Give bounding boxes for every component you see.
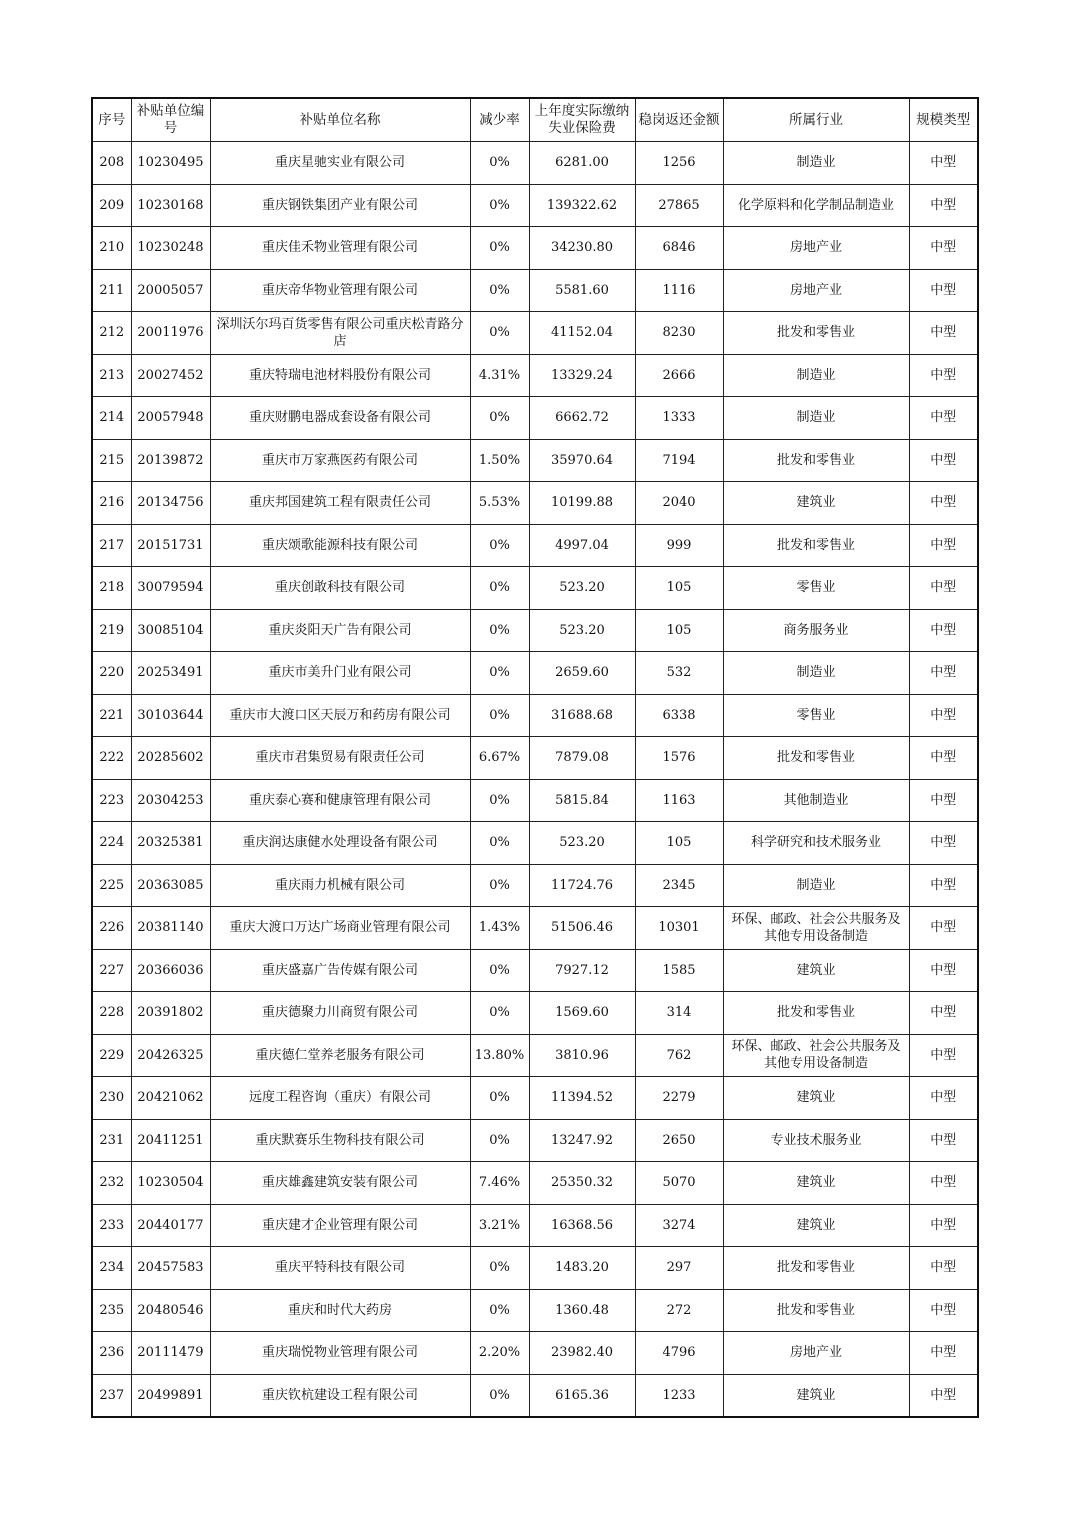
cell-premium-paid: 13247.92 bbox=[529, 1119, 635, 1162]
cell-industry: 零售业 bbox=[723, 567, 909, 610]
cell-unit-code: 20111479 bbox=[131, 1332, 210, 1375]
cell-industry: 建筑业 bbox=[723, 1204, 909, 1247]
cell-premium-paid: 23982.40 bbox=[529, 1332, 635, 1375]
cell-premium-paid: 2659.60 bbox=[529, 652, 635, 695]
cell-premium-paid: 41152.04 bbox=[529, 312, 635, 355]
cell-index: 215 bbox=[92, 439, 131, 482]
cell-unit-name: 重庆颂歌能源科技有限公司 bbox=[210, 524, 470, 567]
cell-scale-type: 中型 bbox=[909, 737, 978, 780]
cell-index: 233 bbox=[92, 1204, 131, 1247]
cell-unit-code: 20499891 bbox=[131, 1374, 210, 1417]
cell-premium-paid: 5581.60 bbox=[529, 269, 635, 312]
cell-unit-name: 重庆大渡口万达广场商业管理有限公司 bbox=[210, 907, 470, 950]
cell-refund-amount: 272 bbox=[635, 1289, 723, 1332]
cell-industry: 批发和零售业 bbox=[723, 992, 909, 1035]
cell-refund-amount: 2345 bbox=[635, 864, 723, 907]
cell-reduction-rate: 0% bbox=[470, 1119, 529, 1162]
table-row bbox=[92, 1162, 978, 1205]
cell-reduction-rate: 0% bbox=[470, 184, 529, 227]
cell-premium-paid: 139322.62 bbox=[529, 184, 635, 227]
table-row bbox=[92, 992, 978, 1035]
cell-unit-code: 20027452 bbox=[131, 354, 210, 397]
cell-unit-name: 重庆瑞悦物业管理有限公司 bbox=[210, 1332, 470, 1375]
cell-unit-code: 20421062 bbox=[131, 1077, 210, 1120]
cell-unit-code: 20411251 bbox=[131, 1119, 210, 1162]
cell-industry: 环保、邮政、社会公共服务及其他专用设备制造 bbox=[723, 1034, 909, 1077]
cell-reduction-rate: 0% bbox=[470, 694, 529, 737]
cell-refund-amount: 1585 bbox=[635, 949, 723, 992]
cell-unit-name: 重庆佳禾物业管理有限公司 bbox=[210, 227, 470, 270]
cell-unit-name: 重庆和时代大药房 bbox=[210, 1289, 470, 1332]
cell-unit-name: 重庆钦杭建设工程有限公司 bbox=[210, 1374, 470, 1417]
cell-premium-paid: 6281.00 bbox=[529, 142, 635, 185]
cell-industry: 制造业 bbox=[723, 397, 909, 440]
cell-index: 220 bbox=[92, 652, 131, 695]
cell-refund-amount: 297 bbox=[635, 1247, 723, 1290]
cell-unit-name: 重庆市万家燕医药有限公司 bbox=[210, 439, 470, 482]
table-row bbox=[92, 312, 978, 355]
cell-reduction-rate: 0% bbox=[470, 949, 529, 992]
table-row bbox=[92, 864, 978, 907]
cell-industry: 房地产业 bbox=[723, 1332, 909, 1375]
cell-unit-code: 10230248 bbox=[131, 227, 210, 270]
cell-unit-name: 重庆盛嘉广告传媒有限公司 bbox=[210, 949, 470, 992]
cell-unit-name: 重庆德仁堂养老服务有限公司 bbox=[210, 1034, 470, 1077]
table-row bbox=[92, 567, 978, 610]
cell-unit-code: 20381140 bbox=[131, 907, 210, 950]
cell-premium-paid: 25350.32 bbox=[529, 1162, 635, 1205]
cell-premium-paid: 1483.20 bbox=[529, 1247, 635, 1290]
cell-industry: 批发和零售业 bbox=[723, 524, 909, 567]
cell-index: 219 bbox=[92, 609, 131, 652]
cell-reduction-rate: 0% bbox=[470, 1289, 529, 1332]
cell-refund-amount: 4796 bbox=[635, 1332, 723, 1375]
cell-reduction-rate: 0% bbox=[470, 227, 529, 270]
cell-scale-type: 中型 bbox=[909, 439, 978, 482]
cell-refund-amount: 314 bbox=[635, 992, 723, 1035]
subsidy-table bbox=[91, 97, 979, 1418]
cell-refund-amount: 762 bbox=[635, 1034, 723, 1077]
cell-reduction-rate: 0% bbox=[470, 1247, 529, 1290]
cell-scale-type: 中型 bbox=[909, 907, 978, 950]
cell-premium-paid: 1569.60 bbox=[529, 992, 635, 1035]
cell-unit-name: 重庆平特科技有限公司 bbox=[210, 1247, 470, 1290]
cell-unit-code: 30085104 bbox=[131, 609, 210, 652]
cell-reduction-rate: 0% bbox=[470, 652, 529, 695]
col-header-industry: 所属行业 bbox=[723, 98, 909, 142]
cell-unit-name: 重庆雄鑫建筑安装有限公司 bbox=[210, 1162, 470, 1205]
cell-unit-code: 30103644 bbox=[131, 694, 210, 737]
cell-index: 226 bbox=[92, 907, 131, 950]
cell-unit-code: 20285602 bbox=[131, 737, 210, 780]
col-header-index: 序号 bbox=[92, 98, 131, 142]
cell-industry: 零售业 bbox=[723, 694, 909, 737]
cell-reduction-rate: 1.43% bbox=[470, 907, 529, 950]
cell-industry: 建筑业 bbox=[723, 949, 909, 992]
header-row bbox=[92, 98, 978, 142]
table-row bbox=[92, 907, 978, 950]
cell-industry: 制造业 bbox=[723, 864, 909, 907]
cell-industry: 化学原料和化学制品制造业 bbox=[723, 184, 909, 227]
cell-unit-code: 20366036 bbox=[131, 949, 210, 992]
cell-reduction-rate: 0% bbox=[470, 269, 529, 312]
cell-index: 234 bbox=[92, 1247, 131, 1290]
cell-premium-paid: 11724.76 bbox=[529, 864, 635, 907]
cell-index: 227 bbox=[92, 949, 131, 992]
cell-premium-paid: 6662.72 bbox=[529, 397, 635, 440]
cell-scale-type: 中型 bbox=[909, 864, 978, 907]
table-row bbox=[92, 439, 978, 482]
cell-scale-type: 中型 bbox=[909, 1247, 978, 1290]
cell-unit-code: 20325381 bbox=[131, 822, 210, 865]
cell-index: 231 bbox=[92, 1119, 131, 1162]
table-row bbox=[92, 1119, 978, 1162]
cell-refund-amount: 2666 bbox=[635, 354, 723, 397]
table-row bbox=[92, 949, 978, 992]
cell-industry: 建筑业 bbox=[723, 1374, 909, 1417]
cell-reduction-rate: 0% bbox=[470, 567, 529, 610]
cell-refund-amount: 1333 bbox=[635, 397, 723, 440]
cell-industry: 批发和零售业 bbox=[723, 312, 909, 355]
cell-refund-amount: 3274 bbox=[635, 1204, 723, 1247]
cell-unit-code: 20480546 bbox=[131, 1289, 210, 1332]
cell-scale-type: 中型 bbox=[909, 1119, 978, 1162]
cell-unit-name: 重庆市大渡口区天辰万和药房有限公司 bbox=[210, 694, 470, 737]
cell-unit-code: 20391802 bbox=[131, 992, 210, 1035]
cell-premium-paid: 13329.24 bbox=[529, 354, 635, 397]
cell-refund-amount: 2279 bbox=[635, 1077, 723, 1120]
cell-unit-name: 重庆默赛乐生物科技有限公司 bbox=[210, 1119, 470, 1162]
cell-industry: 批发和零售业 bbox=[723, 1247, 909, 1290]
cell-unit-name: 重庆炎阳天广告有限公司 bbox=[210, 609, 470, 652]
cell-scale-type: 中型 bbox=[909, 1289, 978, 1332]
table-row bbox=[92, 652, 978, 695]
cell-unit-name: 重庆市美升门业有限公司 bbox=[210, 652, 470, 695]
cell-scale-type: 中型 bbox=[909, 1034, 978, 1077]
cell-index: 213 bbox=[92, 354, 131, 397]
table-row bbox=[92, 397, 978, 440]
table-row bbox=[92, 779, 978, 822]
cell-premium-paid: 3810.96 bbox=[529, 1034, 635, 1077]
cell-scale-type: 中型 bbox=[909, 312, 978, 355]
cell-index: 228 bbox=[92, 992, 131, 1035]
cell-premium-paid: 51506.46 bbox=[529, 907, 635, 950]
cell-reduction-rate: 0% bbox=[470, 822, 529, 865]
cell-refund-amount: 105 bbox=[635, 609, 723, 652]
cell-refund-amount: 1116 bbox=[635, 269, 723, 312]
cell-unit-code: 10230504 bbox=[131, 1162, 210, 1205]
cell-industry: 批发和零售业 bbox=[723, 439, 909, 482]
cell-unit-name: 深圳沃尔玛百货零售有限公司重庆松青路分店 bbox=[210, 312, 470, 355]
table-row bbox=[92, 694, 978, 737]
cell-industry: 制造业 bbox=[723, 354, 909, 397]
table-row bbox=[92, 269, 978, 312]
cell-unit-code: 20134756 bbox=[131, 482, 210, 525]
cell-premium-paid: 4997.04 bbox=[529, 524, 635, 567]
cell-unit-code: 20005057 bbox=[131, 269, 210, 312]
cell-scale-type: 中型 bbox=[909, 822, 978, 865]
cell-reduction-rate: 0% bbox=[470, 1077, 529, 1120]
cell-index: 224 bbox=[92, 822, 131, 865]
cell-reduction-rate: 0% bbox=[470, 1374, 529, 1417]
table-row bbox=[92, 609, 978, 652]
table-row bbox=[92, 822, 978, 865]
cell-industry: 环保、邮政、社会公共服务及其他专用设备制造 bbox=[723, 907, 909, 950]
cell-unit-code: 20057948 bbox=[131, 397, 210, 440]
cell-index: 236 bbox=[92, 1332, 131, 1375]
cell-index: 216 bbox=[92, 482, 131, 525]
table-row bbox=[92, 524, 978, 567]
cell-index: 230 bbox=[92, 1077, 131, 1120]
cell-premium-paid: 31688.68 bbox=[529, 694, 635, 737]
cell-reduction-rate: 6.67% bbox=[470, 737, 529, 780]
table-row bbox=[92, 1247, 978, 1290]
cell-premium-paid: 523.20 bbox=[529, 609, 635, 652]
cell-index: 214 bbox=[92, 397, 131, 440]
cell-index: 212 bbox=[92, 312, 131, 355]
cell-index: 237 bbox=[92, 1374, 131, 1417]
cell-refund-amount: 1233 bbox=[635, 1374, 723, 1417]
cell-scale-type: 中型 bbox=[909, 1162, 978, 1205]
cell-refund-amount: 1163 bbox=[635, 779, 723, 822]
cell-reduction-rate: 5.53% bbox=[470, 482, 529, 525]
cell-reduction-rate: 0% bbox=[470, 779, 529, 822]
cell-industry: 专业技术服务业 bbox=[723, 1119, 909, 1162]
cell-unit-name: 重庆市君集贸易有限责任公司 bbox=[210, 737, 470, 780]
cell-unit-code: 10230495 bbox=[131, 142, 210, 185]
cell-scale-type: 中型 bbox=[909, 992, 978, 1035]
cell-unit-name: 重庆创敢科技有限公司 bbox=[210, 567, 470, 610]
table-row bbox=[92, 1374, 978, 1417]
cell-refund-amount: 2040 bbox=[635, 482, 723, 525]
cell-premium-paid: 34230.80 bbox=[529, 227, 635, 270]
table-row bbox=[92, 142, 978, 185]
cell-reduction-rate: 2.20% bbox=[470, 1332, 529, 1375]
cell-unit-name: 重庆建才企业管理有限公司 bbox=[210, 1204, 470, 1247]
cell-unit-code: 20011976 bbox=[131, 312, 210, 355]
cell-index: 208 bbox=[92, 142, 131, 185]
cell-refund-amount: 105 bbox=[635, 822, 723, 865]
cell-unit-name: 重庆邦国建筑工程有限责任公司 bbox=[210, 482, 470, 525]
cell-unit-code: 20151731 bbox=[131, 524, 210, 567]
cell-reduction-rate: 13.80% bbox=[470, 1034, 529, 1077]
table-row bbox=[92, 1034, 978, 1077]
cell-scale-type: 中型 bbox=[909, 227, 978, 270]
cell-industry: 房地产业 bbox=[723, 269, 909, 312]
cell-scale-type: 中型 bbox=[909, 1204, 978, 1247]
cell-reduction-rate: 0% bbox=[470, 609, 529, 652]
cell-unit-name: 远度工程咨询（重庆）有限公司 bbox=[210, 1077, 470, 1120]
col-header-reduction-rate: 减少率 bbox=[470, 98, 529, 142]
cell-premium-paid: 1360.48 bbox=[529, 1289, 635, 1332]
table-row bbox=[92, 1289, 978, 1332]
cell-scale-type: 中型 bbox=[909, 524, 978, 567]
cell-unit-code: 20363085 bbox=[131, 864, 210, 907]
cell-index: 211 bbox=[92, 269, 131, 312]
col-header-refund-amount: 稳岗返还金额 bbox=[635, 98, 723, 142]
cell-premium-paid: 16368.56 bbox=[529, 1204, 635, 1247]
cell-reduction-rate: 0% bbox=[470, 397, 529, 440]
cell-premium-paid: 7879.08 bbox=[529, 737, 635, 780]
cell-unit-name: 重庆财鹏电器成套设备有限公司 bbox=[210, 397, 470, 440]
cell-refund-amount: 999 bbox=[635, 524, 723, 567]
cell-premium-paid: 11394.52 bbox=[529, 1077, 635, 1120]
cell-scale-type: 中型 bbox=[909, 652, 978, 695]
cell-industry: 其他制造业 bbox=[723, 779, 909, 822]
cell-index: 225 bbox=[92, 864, 131, 907]
cell-reduction-rate: 1.50% bbox=[470, 439, 529, 482]
cell-premium-paid: 5815.84 bbox=[529, 779, 635, 822]
cell-scale-type: 中型 bbox=[909, 354, 978, 397]
cell-unit-code: 20253491 bbox=[131, 652, 210, 695]
cell-industry: 商务服务业 bbox=[723, 609, 909, 652]
cell-industry: 建筑业 bbox=[723, 1077, 909, 1120]
cell-index: 218 bbox=[92, 567, 131, 610]
cell-industry: 制造业 bbox=[723, 652, 909, 695]
cell-unit-name: 重庆星驰实业有限公司 bbox=[210, 142, 470, 185]
cell-refund-amount: 1256 bbox=[635, 142, 723, 185]
cell-premium-paid: 7927.12 bbox=[529, 949, 635, 992]
table-row bbox=[92, 354, 978, 397]
cell-scale-type: 中型 bbox=[909, 397, 978, 440]
table-row bbox=[92, 184, 978, 227]
cell-refund-amount: 8230 bbox=[635, 312, 723, 355]
cell-unit-name: 重庆特瑞电池材料股份有限公司 bbox=[210, 354, 470, 397]
cell-unit-name: 重庆德聚力川商贸有限公司 bbox=[210, 992, 470, 1035]
cell-scale-type: 中型 bbox=[909, 949, 978, 992]
cell-reduction-rate: 0% bbox=[470, 142, 529, 185]
table-row bbox=[92, 1332, 978, 1375]
cell-scale-type: 中型 bbox=[909, 1077, 978, 1120]
cell-scale-type: 中型 bbox=[909, 694, 978, 737]
cell-reduction-rate: 0% bbox=[470, 524, 529, 567]
cell-refund-amount: 2650 bbox=[635, 1119, 723, 1162]
cell-industry: 批发和零售业 bbox=[723, 737, 909, 780]
cell-industry: 科学研究和技术服务业 bbox=[723, 822, 909, 865]
cell-industry: 建筑业 bbox=[723, 482, 909, 525]
cell-industry: 批发和零售业 bbox=[723, 1289, 909, 1332]
cell-scale-type: 中型 bbox=[909, 1332, 978, 1375]
col-header-scale-type: 规模类型 bbox=[909, 98, 978, 142]
cell-premium-paid: 10199.88 bbox=[529, 482, 635, 525]
cell-index: 232 bbox=[92, 1162, 131, 1205]
cell-index: 210 bbox=[92, 227, 131, 270]
cell-reduction-rate: 0% bbox=[470, 312, 529, 355]
table-row bbox=[92, 737, 978, 780]
cell-scale-type: 中型 bbox=[909, 269, 978, 312]
table-body bbox=[92, 142, 978, 1418]
cell-refund-amount: 5070 bbox=[635, 1162, 723, 1205]
cell-refund-amount: 7194 bbox=[635, 439, 723, 482]
cell-reduction-rate: 3.21% bbox=[470, 1204, 529, 1247]
cell-unit-name: 重庆钢铁集团产业有限公司 bbox=[210, 184, 470, 227]
cell-unit-name: 重庆帝华物业管理有限公司 bbox=[210, 269, 470, 312]
cell-scale-type: 中型 bbox=[909, 184, 978, 227]
cell-unit-code: 20440177 bbox=[131, 1204, 210, 1247]
cell-unit-code: 20457583 bbox=[131, 1247, 210, 1290]
cell-index: 222 bbox=[92, 737, 131, 780]
cell-premium-paid: 523.20 bbox=[529, 822, 635, 865]
col-header-premium-paid: 上年度实际缴纳失业保险费 bbox=[529, 98, 635, 142]
cell-reduction-rate: 7.46% bbox=[470, 1162, 529, 1205]
cell-industry: 建筑业 bbox=[723, 1162, 909, 1205]
cell-unit-code: 20139872 bbox=[131, 439, 210, 482]
cell-reduction-rate: 0% bbox=[470, 864, 529, 907]
cell-scale-type: 中型 bbox=[909, 609, 978, 652]
table-row bbox=[92, 1204, 978, 1247]
cell-unit-code: 20304253 bbox=[131, 779, 210, 822]
cell-scale-type: 中型 bbox=[909, 567, 978, 610]
col-header-unit-code: 补贴单位编号 bbox=[131, 98, 210, 142]
cell-refund-amount: 6846 bbox=[635, 227, 723, 270]
cell-premium-paid: 35970.64 bbox=[529, 439, 635, 482]
cell-index: 223 bbox=[92, 779, 131, 822]
cell-refund-amount: 27865 bbox=[635, 184, 723, 227]
cell-reduction-rate: 0% bbox=[470, 992, 529, 1035]
cell-unit-name: 重庆雨力机械有限公司 bbox=[210, 864, 470, 907]
cell-refund-amount: 105 bbox=[635, 567, 723, 610]
cell-refund-amount: 532 bbox=[635, 652, 723, 695]
cell-premium-paid: 6165.36 bbox=[529, 1374, 635, 1417]
table-row bbox=[92, 227, 978, 270]
cell-unit-code: 30079594 bbox=[131, 567, 210, 610]
cell-unit-name: 重庆泰心赛和健康管理有限公司 bbox=[210, 779, 470, 822]
cell-unit-name: 重庆润达康健水处理设备有限公司 bbox=[210, 822, 470, 865]
cell-industry: 制造业 bbox=[723, 142, 909, 185]
cell-unit-code: 10230168 bbox=[131, 184, 210, 227]
cell-industry: 房地产业 bbox=[723, 227, 909, 270]
cell-scale-type: 中型 bbox=[909, 779, 978, 822]
cell-index: 209 bbox=[92, 184, 131, 227]
cell-index: 235 bbox=[92, 1289, 131, 1332]
cell-premium-paid: 523.20 bbox=[529, 567, 635, 610]
cell-index: 229 bbox=[92, 1034, 131, 1077]
cell-refund-amount: 6338 bbox=[635, 694, 723, 737]
table-row bbox=[92, 482, 978, 525]
cell-index: 221 bbox=[92, 694, 131, 737]
cell-reduction-rate: 4.31% bbox=[470, 354, 529, 397]
cell-scale-type: 中型 bbox=[909, 482, 978, 525]
cell-scale-type: 中型 bbox=[909, 1374, 978, 1417]
cell-unit-code: 20426325 bbox=[131, 1034, 210, 1077]
cell-scale-type: 中型 bbox=[909, 142, 978, 185]
cell-index: 217 bbox=[92, 524, 131, 567]
cell-refund-amount: 10301 bbox=[635, 907, 723, 950]
table-row bbox=[92, 1077, 978, 1120]
cell-refund-amount: 1576 bbox=[635, 737, 723, 780]
col-header-unit-name: 补贴单位名称 bbox=[210, 98, 470, 142]
